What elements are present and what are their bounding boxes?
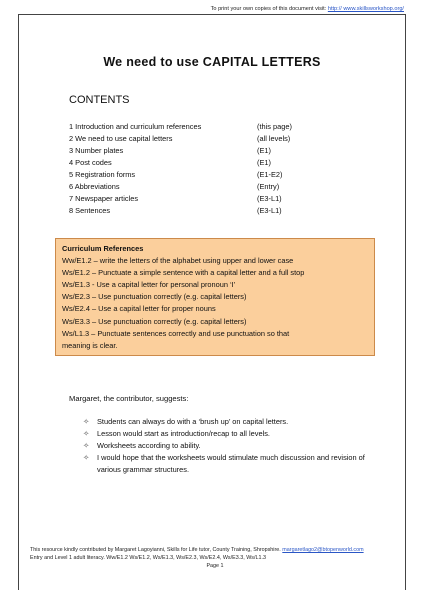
print-note-text: To print your own copies of this document visit: (210, 6, 328, 12)
document-title: We need to use CAPITAL LETTERS (103, 55, 321, 69)
footer-credit-text: This resource kindly contributed by Margaret Lagoyianni, Skills for Life tutor, County Training, Shropshire. (30, 547, 283, 553)
contents-item-label: 6 Abbreviations (69, 182, 120, 191)
contributor-intro: Margaret, the contributor, suggests: (69, 394, 189, 403)
contents-item (69, 121, 329, 133)
contents-item-level: (all levels) (257, 134, 291, 143)
curriculum-references-box (55, 238, 375, 356)
contents-item (69, 181, 329, 193)
contents-item-label: 2 We need to use capital letters (69, 134, 173, 143)
list-item (83, 452, 383, 476)
footer (30, 546, 400, 571)
list-item (83, 416, 383, 428)
star-bullet-icon: ✧ (83, 429, 90, 438)
contributor-email-link[interactable]: margaretlago2@btopenworld.com (282, 547, 364, 553)
star-bullet-icon: ✧ (83, 441, 90, 450)
contents-item (69, 133, 329, 145)
contents-item-label: 3 Number plates (69, 146, 124, 155)
suggestion-text: Students can always do with a ‘brush up’ on capital letters. (97, 417, 289, 426)
contents-item-level: (E3-L1) (257, 194, 282, 203)
contents-item-label: 4 Post codes (69, 158, 112, 167)
contents-item-level: (E1) (257, 146, 271, 155)
page-number: Page 1 (206, 563, 224, 570)
suggestion-text: I would hope that the worksheets would stimulate much discussion and revision of various grammar structures. (97, 453, 365, 474)
suggestion-text: Worksheets according to ability. (97, 441, 201, 450)
curriculum-line: Ws/E3.3 – Use punctuation correctly (e.g. capital letters) (62, 316, 247, 326)
contents-item (69, 157, 329, 169)
contents-item-label: 7 Newspaper articles (69, 194, 139, 203)
contents-item-level: (this page) (257, 122, 292, 131)
contents-list (69, 121, 329, 217)
contents-item-label: 5 Registration forms (69, 170, 136, 179)
curriculum-line: Ws/E2.4 – Use a capital letter for proper nouns (62, 304, 216, 314)
print-note (211, 6, 404, 12)
contents-item-level: (E1-E2) (257, 170, 283, 179)
star-bullet-icon: ✧ (83, 417, 90, 426)
contents-item (69, 205, 329, 217)
curriculum-line: meaning is clear. (62, 340, 118, 350)
contents-item-label: 1 Introduction and curriculum references (69, 122, 202, 131)
suggestion-text: Lesson would start as introduction/recap to all levels. (97, 429, 270, 438)
curriculum-line: Ws/L1.3 – Punctuate sentences correctly and use punctuation so that (62, 328, 290, 338)
suggestion-list (83, 416, 383, 476)
star-bullet-icon: ✧ (83, 453, 90, 462)
contents-item-level: (E1) (257, 158, 271, 167)
curriculum-line: Ws/E2.3 – Use punctuation correctly (e.g. capital letters) (62, 292, 247, 302)
contents-item-level: (E3-L1) (257, 206, 282, 215)
contents-heading: CONTENTS (69, 94, 130, 106)
contents-item-level: (Entry) (257, 182, 280, 191)
contents-item (69, 193, 329, 205)
footer-references: Entry and Level 1 adult literacy. Ww/E1.2 Ws/E1.2, Ws/E1.3, Ws/E2.3, Ws/E2.4, Ws/E3.3, Ws/L1.3 (30, 555, 266, 562)
curriculum-line: Ws/E1.3 - Use a capital letter for personal pronoun ‘I’ (62, 280, 236, 290)
curriculum-heading: Curriculum References (62, 244, 144, 253)
contents-item (69, 145, 329, 157)
curriculum-line: Ww/E1.2 – write the letters of the alphabet using upper and lower case (62, 256, 294, 266)
contents-item (69, 169, 329, 181)
curriculum-line: Ws/E1.2 – Punctuate a simple sentence with a capital letter and a full stop (62, 268, 305, 278)
contents-item-label: 8 Sentences (69, 206, 111, 215)
list-item (83, 440, 383, 452)
footer-credit (30, 546, 400, 554)
list-item (83, 428, 383, 440)
website-link[interactable]: http:// www.skillsworkshop.org/ (327, 6, 404, 12)
